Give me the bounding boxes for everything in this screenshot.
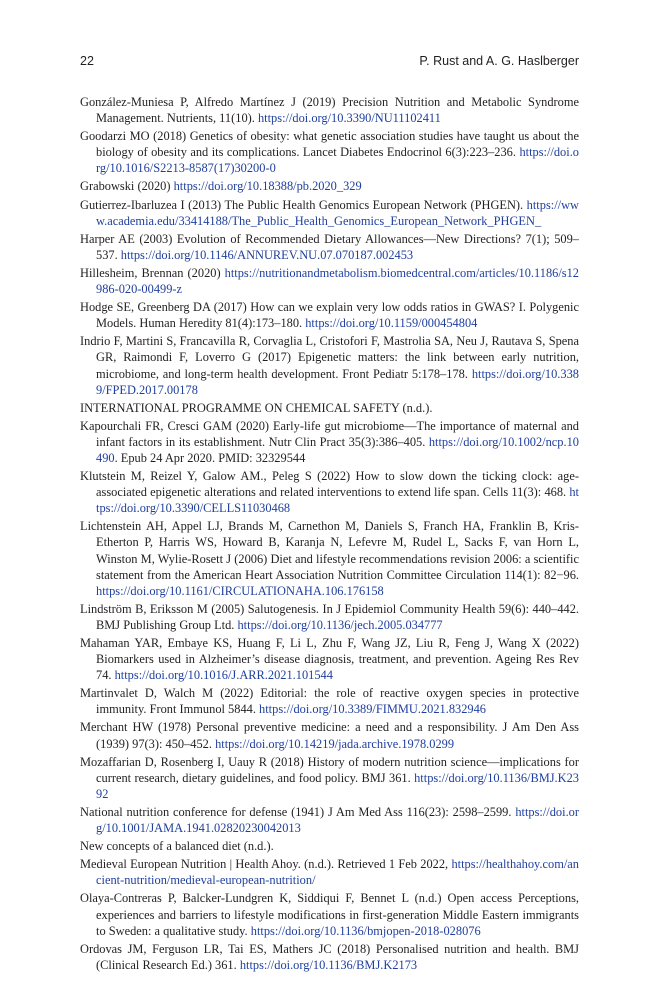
- reference-item: [80, 265, 579, 297]
- reference-item: [80, 754, 579, 802]
- reference-link[interactable]: https://doi.org/10.1016/S2213-8587(17)30200-0: [96, 145, 579, 176]
- page-number: 22: [80, 54, 94, 68]
- reference-item: [80, 890, 579, 938]
- reference-text: Gutierrez-Ibarluzea I (2013) The Public Health Genomics European Network (PHGEN).: [80, 197, 527, 212]
- reference-link[interactable]: https://doi.org/10.18388/pb.2020_329: [173, 179, 362, 194]
- reference-item: [80, 856, 579, 888]
- reference-link[interactable]: https://nutritionandmetabolism.biomedcentral.com/articles/10.1186/s12986-020-00499-z: [96, 265, 579, 297]
- reference-text: Mahaman YAR, Embaye KS, Huang F, Li L, Zhu F, Wang JZ, Liu R, Feng J, Wang X (2022) Biomarkers used in Alzheimer’s disease diagnosis, treatment, and prevention. Ageing Res Rev 74.: [80, 636, 579, 683]
- reference-text: Lichtenstein AH, Appel LJ, Brands M, Carnethon M, Daniels S, Franch HA, Franklin B, Kris-Etherton P, Harris WS, Howard B, Karanja N, Lefevre M, Rudel L, Sacks F, van Horn L, Winston M, Wylie-Rosett J (2006) Diet and lifestyle recommendations revision 2006: a scientific statement from the American Heart Association Nutrition Committee Circulation 114(1): 82−96.: [80, 519, 579, 582]
- reference-link[interactable]: https://doi.org/10.1146/ANNUREV.NU.07.070187.002453: [120, 247, 414, 262]
- reference-item: [80, 231, 579, 263]
- reference-link[interactable]: https://doi.org/10.1136/bmjopen-2018-028076: [250, 923, 481, 938]
- running-head: P. Rust and A. G. Haslberger: [419, 54, 579, 68]
- reference-link[interactable]: https://doi.org/10.1001/JAMA.1941.02820230042013: [96, 804, 579, 836]
- reference-link[interactable]: https://doi.org/10.1161/CIRCULATIONAHA.106.176158: [96, 583, 384, 598]
- reference-text: Medieval European Nutrition | Health Ahoy. (n.d.). Retrieved 1 Feb 2022,: [80, 857, 452, 872]
- reference-text: González-Muniesa P, Alfredo Martínez J (2019) Precision Nutrition and Metabolic Syndrome Management. Nutrients, 11(10).: [80, 95, 579, 126]
- reference-text: Hodge SE, Greenberg DA (2017) How can we explain very low odds ratios in GWAS? I. Polygenic Models. Human Heredity 81(4):173–180.: [80, 300, 579, 331]
- reference-link[interactable]: https://healthahoy.com/ancient-nutrition/medieval-european-nutrition/: [96, 857, 579, 888]
- reference-item: [80, 94, 579, 126]
- reference-text: Ordovas JM, Ferguson LR, Tai ES, Mathers JC (2018) Personalised nutrition and health. BMJ (Clinical Research Ed.) 361.: [80, 941, 579, 972]
- reference-text: National nutrition conference for defense (1941) J Am Med Ass 116(23): 2598–2599.: [80, 804, 516, 819]
- reference-text: Klutstein M, Reizel Y, Galow AM., Peleg S (2022) How to slow down the ticking clock: age-associated epigenetic alterations and related interventions to extend life span. Cells 11(3): 468.: [80, 469, 579, 500]
- reference-link[interactable]: https://doi.org/10.1002/ncp.10490: [96, 434, 579, 465]
- reference-text: Olaya-Contreras P, Balcker-Lundgren K, Siddiqui F, Bennet L (n.d.) Open access Perceptions, experiences and barriers to lifestyle modifications in first-generation Middle Eastern immigrants to Sweden: a qualitative study.: [80, 891, 579, 938]
- reference-item: [80, 601, 579, 633]
- reference-item: [80, 685, 579, 717]
- reference-text: Hillesheim, Brennan (2020): [80, 265, 225, 280]
- reference-item: [80, 197, 579, 229]
- reference-link[interactable]: https://doi.org/10.1136/BMJ.K2173: [239, 957, 418, 972]
- reference-text: Mozaffarian D, Rosenberg I, Uauy R (2018) History of modern nutrition science—implications for current research, dietary guidelines, and food policy. BMJ 361.: [80, 754, 579, 785]
- reference-text: Indrio F, Martini S, Francavilla R, Corvaglia L, Cristofori F, Mastrolia SA, Neu J, Rautava S, Spena GR, Raimondi F, Loverro G (2017) Epigenetic matters: the link between early nutrition, microbiome, and long-term health development. Front Pediatr 5:178–178.: [80, 334, 579, 381]
- reference-link[interactable]: https://doi.org/10.1159/000454804: [305, 316, 478, 331]
- reference-link[interactable]: https://doi.org/10.3389/FIMMU.2021.832946: [259, 702, 486, 717]
- reference-item: [80, 719, 579, 751]
- reference-text: Merchant HW (1978) Personal preventive medicine: a need and a responsibility. J Am Den Ass (1939) 97(3): 450–452.: [80, 720, 579, 751]
- reference-item: [80, 941, 579, 973]
- reference-link[interactable]: https://doi.org/10.1136/BMJ.K2392: [96, 770, 579, 801]
- reference-text: Kapourchali FR, Cresci GAM (2020) Early-life gut microbiome—The importance of maternal and infant factors in its establishment. Nutr Clin Pract 35(3):386–405.: [80, 418, 579, 449]
- reference-list: [80, 94, 579, 975]
- reference-link[interactable]: https://doi.org/10.1136/jech.2005.034777: [237, 617, 443, 632]
- reference-item: [80, 400, 579, 416]
- reference-item: [80, 128, 579, 176]
- reference-item: [80, 418, 579, 466]
- reference-item: [80, 333, 579, 397]
- reference-link[interactable]: https://doi.org/10.1016/J.ARR.2021.101544: [114, 668, 333, 683]
- reference-item: [80, 635, 579, 683]
- reference-text: INTERNATIONAL PROGRAMME ON CHEMICAL SAFETY (n.d.).: [80, 400, 433, 415]
- page-header: [80, 54, 579, 74]
- reference-item: [80, 468, 579, 516]
- reference-item: [80, 299, 579, 331]
- reference-item: [80, 804, 579, 836]
- reference-link[interactable]: https://doi.org/10.14219/jada.archive.1978.0299: [215, 736, 455, 751]
- reference-item: [80, 178, 579, 194]
- reference-suffix: . Epub 24 Apr 2020. PMID: 32329544: [114, 450, 306, 465]
- reference-text: Goodarzi MO (2018) Genetics of obesity: what genetic association studies have taught us about the biology of obesity and its complications. Lancet Diabetes Endocrinol 6(3):223–236.: [80, 129, 579, 160]
- reference-link[interactable]: https://doi.org/10.3390/NU11102411: [257, 111, 441, 126]
- reference-item: [80, 518, 579, 598]
- reference-text: New concepts of a balanced diet (n.d.).: [80, 839, 274, 854]
- reference-text: Lindström B, Eriksson M (2005) Salutogenesis. In J Epidemiol Community Health 59(6): 440–442. BMJ Publishing Group Ltd.: [80, 601, 579, 632]
- reference-text: Grabowski (2020): [80, 179, 174, 194]
- reference-text: Martinvalet D, Walch M (2022) Editorial: the role of reactive oxygen species in protective immunity. Front Immunol 5844.: [80, 686, 579, 717]
- reference-item: [80, 838, 579, 854]
- reference-text: Harper AE (2003) Evolution of Recommended Dietary Allowances—New Directions? 7(1); 509–537.: [80, 231, 579, 262]
- reference-link[interactable]: https://doi.org/10.3390/CELLS11030468: [96, 485, 579, 516]
- reference-link[interactable]: https://www.academia.edu/33414188/The_Public_Health_Genomics_European_Network_PHGEN_: [96, 197, 579, 228]
- reference-link[interactable]: https://doi.org/10.3389/FPED.2017.00178: [96, 366, 579, 397]
